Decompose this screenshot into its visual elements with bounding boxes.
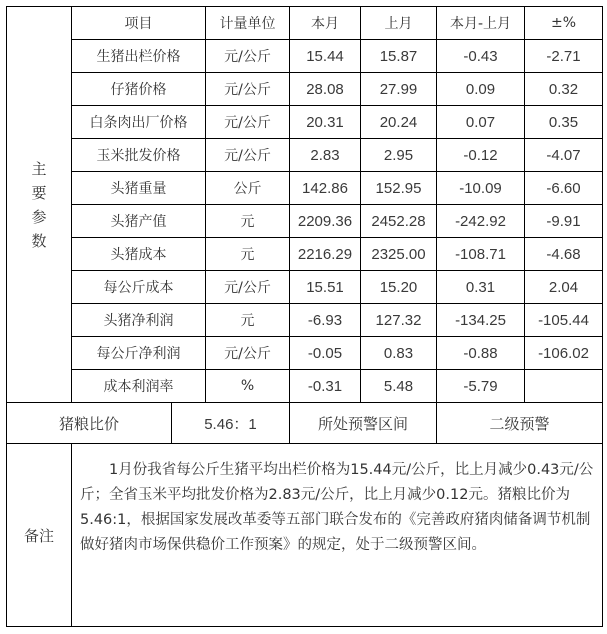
header-item: 项目 — [72, 7, 206, 40]
cell-pct: -6.60 — [525, 172, 603, 205]
cell-last-month: 15.87 — [361, 40, 437, 73]
cell-unit: 元 — [206, 205, 290, 238]
warning-zone-label: 所处预警区间 — [290, 403, 437, 444]
cell-item: 生猪出栏价格 — [72, 40, 206, 73]
cell-diff: -0.43 — [437, 40, 525, 73]
table-row — [7, 106, 603, 139]
table-row — [7, 304, 603, 337]
table-row — [7, 172, 603, 205]
cell-diff: -242.92 — [437, 205, 525, 238]
table-row — [7, 40, 603, 73]
pig-grain-price-table-sheet — [6, 6, 602, 627]
cell-unit: 元 — [206, 304, 290, 337]
cell-item: 白条肉出厂价格 — [72, 106, 206, 139]
cell-item: 头猪净利润 — [72, 304, 206, 337]
cell-unit: 元 — [206, 238, 290, 271]
header-this-month: 本月 — [290, 7, 361, 40]
cell-last-month: 5.48 — [361, 370, 437, 403]
header-last-month: 上月 — [361, 7, 437, 40]
cell-diff: -5.79 — [437, 370, 525, 403]
cell-pct: -2.71 — [525, 40, 603, 73]
cell-item: 玉米批发价格 — [72, 139, 206, 172]
cell-pct: -9.91 — [525, 205, 603, 238]
cell-unit: 元/公斤 — [206, 271, 290, 304]
cell-last-month: 15.20 — [361, 271, 437, 304]
warning-zone-value: 二级预警 — [437, 403, 603, 444]
table-row — [7, 271, 603, 304]
cell-pct — [525, 370, 603, 403]
table-row — [7, 337, 603, 370]
cell-this-month: 2216.29 — [290, 238, 361, 271]
cell-pct: 0.32 — [525, 73, 603, 106]
cell-item: 仔猪价格 — [72, 73, 206, 106]
cell-unit: 元/公斤 — [206, 73, 290, 106]
cell-this-month: 15.44 — [290, 40, 361, 73]
cell-diff: -0.12 — [437, 139, 525, 172]
remark-paragraph: 1月份我省每公斤生猪平均出栏价格为15.44元/公斤，比上月减少0.43元/公斤；全省玉米平均批发价格为2.83元/公斤，比上月减少0.12元。猪粮比价为5.46:1，根据国家发展改革委等五部门联合发布的《完善政府猪肉储备调节机制做好猪肉市场保供稳价工作预案》的规定，处于二级预警区间。 — [80, 462, 594, 553]
cell-last-month: 0.83 — [361, 337, 437, 370]
header-unit: 计量单位 — [206, 7, 290, 40]
cell-pct: -105.44 — [525, 304, 603, 337]
cell-last-month: 20.24 — [361, 106, 437, 139]
cell-this-month: 20.31 — [290, 106, 361, 139]
cell-item: 头猪成本 — [72, 238, 206, 271]
cell-item: 头猪产值 — [72, 205, 206, 238]
cell-this-month: 15.51 — [290, 271, 361, 304]
cell-pct: -4.07 — [525, 139, 603, 172]
ratio-value: 5.46：1 — [172, 403, 290, 444]
header-pct: ±% — [525, 7, 603, 40]
cell-last-month: 27.99 — [361, 73, 437, 106]
cell-diff: -134.25 — [437, 304, 525, 337]
cell-unit: 元/公斤 — [206, 337, 290, 370]
table-row — [7, 139, 603, 172]
cell-diff: 0.31 — [437, 271, 525, 304]
remark-row — [7, 444, 603, 627]
cell-this-month: 142.86 — [290, 172, 361, 205]
header-diff: 本月-上月 — [437, 7, 525, 40]
cell-pct: 2.04 — [525, 271, 603, 304]
cell-item: 每公斤净利润 — [72, 337, 206, 370]
cell-unit: % — [206, 370, 290, 403]
cell-last-month: 2452.28 — [361, 205, 437, 238]
ratio-label: 猪粮比价 — [7, 403, 172, 444]
cell-unit: 元/公斤 — [206, 40, 290, 73]
cell-this-month: -0.05 — [290, 337, 361, 370]
table-row — [7, 370, 603, 403]
section-label-main-parameters: 主 要 参 数 — [7, 7, 72, 403]
cell-this-month: -0.31 — [290, 370, 361, 403]
remark-label: 备注 — [7, 444, 72, 627]
cell-unit: 元/公斤 — [206, 106, 290, 139]
cell-diff: 0.07 — [437, 106, 525, 139]
cell-this-month: 2.83 — [290, 139, 361, 172]
cell-this-month: 28.08 — [290, 73, 361, 106]
cell-diff: -108.71 — [437, 238, 525, 271]
cell-diff: -10.09 — [437, 172, 525, 205]
cell-unit: 公斤 — [206, 172, 290, 205]
cell-last-month: 152.95 — [361, 172, 437, 205]
cell-last-month: 2325.00 — [361, 238, 437, 271]
main-parameters-table — [6, 6, 603, 627]
cell-item: 头猪重量 — [72, 172, 206, 205]
cell-this-month: 2209.36 — [290, 205, 361, 238]
cell-last-month: 2.95 — [361, 139, 437, 172]
remark-text-cell — [72, 444, 603, 627]
header-row — [7, 7, 603, 40]
cell-last-month: 127.32 — [361, 304, 437, 337]
table-row — [7, 238, 603, 271]
cell-diff: -0.88 — [437, 337, 525, 370]
table-row — [7, 73, 603, 106]
pig-grain-ratio-row — [7, 403, 603, 444]
cell-item: 每公斤成本 — [72, 271, 206, 304]
cell-pct: -106.02 — [525, 337, 603, 370]
cell-unit: 元/公斤 — [206, 139, 290, 172]
table-row — [7, 205, 603, 238]
cell-item: 成本利润率 — [72, 370, 206, 403]
cell-pct: 0.35 — [525, 106, 603, 139]
cell-diff: 0.09 — [437, 73, 525, 106]
cell-this-month: -6.93 — [290, 304, 361, 337]
cell-pct: -4.68 — [525, 238, 603, 271]
